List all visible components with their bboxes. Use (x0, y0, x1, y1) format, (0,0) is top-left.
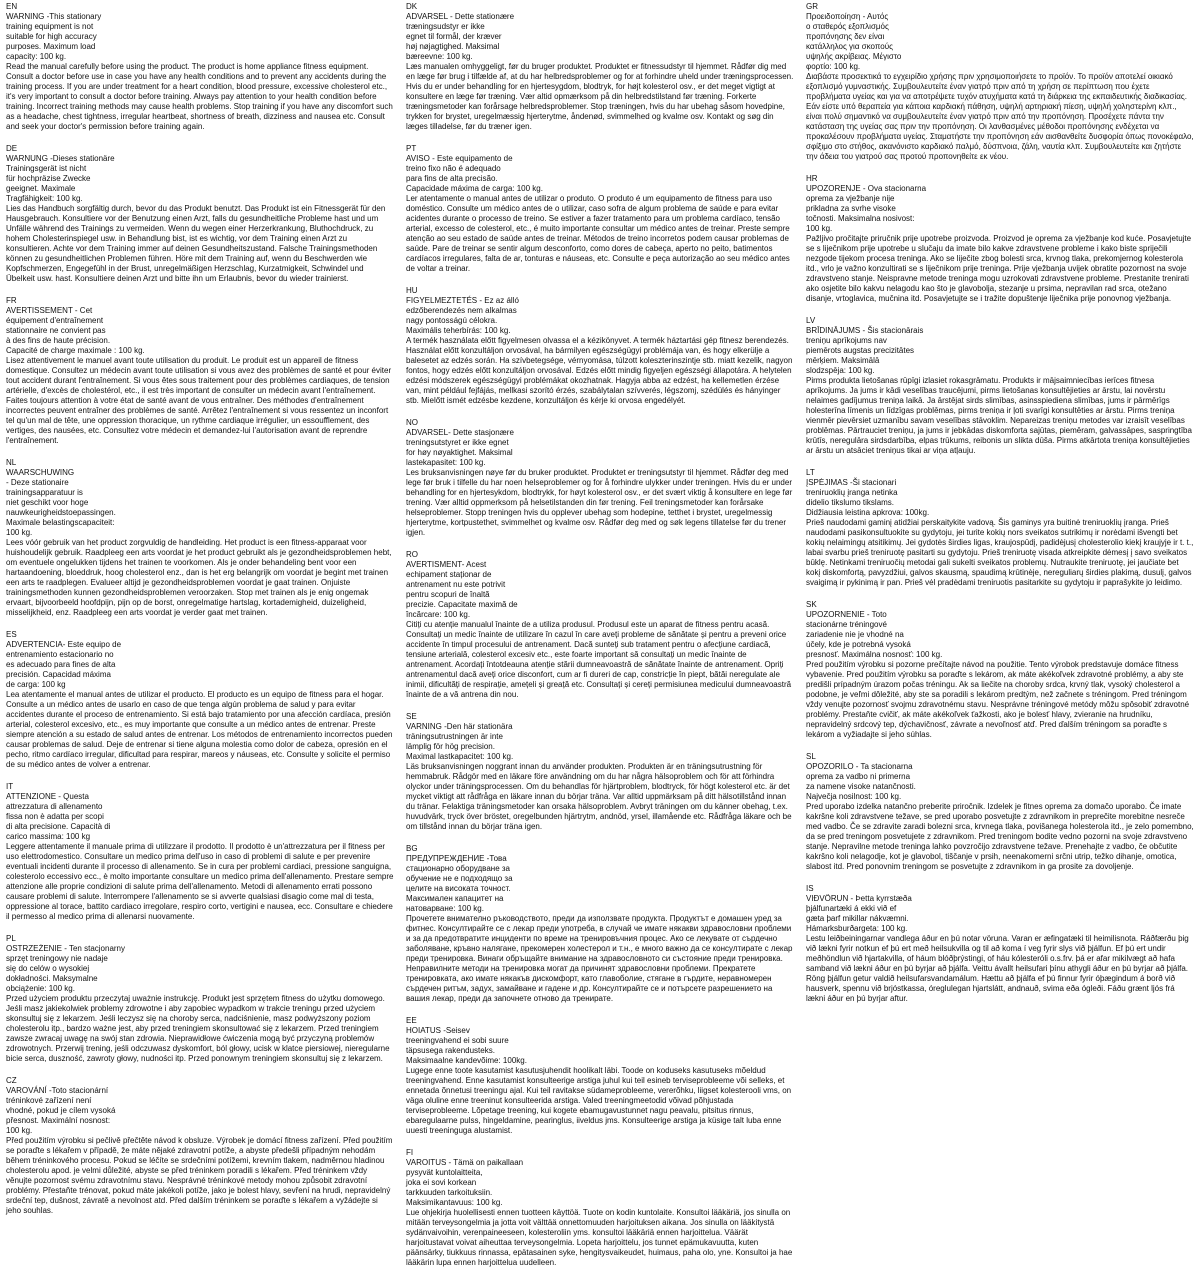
language-code: LV (806, 316, 816, 325)
warning-section-lt (806, 468, 1194, 588)
warning-body: Pred uporabo izdelka natančno preberite priročnik. Izdelek je fitnes oprema za domačo uporabo. Če imate kakršne koli zdravstvene težave, se pred uporabo posvetujte z zdravnikom in preprečite morebitne nesreče med vadbo. Če se zdravite zaradi bolezni srca, krvnega tlaka, povišanega holesterola itd., je zelo pomembno, da se pred treningom posvetujete z zdravnikom. Pred treningom bodite vedno pozorni na svoje zdravstveno stanje. Nepravilne metode treninga lahko povzročijo zdravstvene težave. Prenehajte z vadbo, če občutite kakršno koli nelagodje, kot je glavobol, tiščanje v prsih, neenakomerni srčni utrip, težko dihanje, omotica, slabost itd. Pred ponovnim treningom se posvetujte z zdravnikom in ga prosite za dovoljenje. (806, 802, 1194, 871)
warning-body: Lue ohjekirja huolellisesti ennen tuotteen käyttöä. Tuote on kodin kuntolaite. Konsultoi lääkäriä, jos sinulla on mitään terveysongelmia ja jotta voit välttää onnettomuuden harjoituksen aikana. Jos sinulla on lääkitystä sydänvaivoihin, verenpaineeseen, kolesteroliin yms. konsultoi lääkäriä ennen harjoittelua. Väärät harjoitustavat voivat aiheuttaa terveysongelmia. Lopeta harjoittelu, jos tunnet epämukavuutta, kuten päänsärky, tiukkuus rinnassa, epätasainen syke, hengitysvaikeudet, huimaus, paha olo, yne. Konsultoi ja hae lääkärin lupa ennen harjoittelua uudelleen. (406, 1208, 793, 1267)
language-code: EE (406, 1016, 417, 1025)
warning-body: Lies das Handbuch sorgfältig durch, bevor du das Produkt benutzt. Das Produkt ist ein Fitnessgerät für den Hausgebrauch. Konsultiere vor der Benutzung einen Arzt, falls du gesundheitliche Probleme hast und um Unfälle während des Trainings zu vermeiden. Wenn du wegen einer Herzerkrankung, Bluthochdruck, zu hohem Cholesterinspiegel usw. in Behandlung bist, ist es wichtig, vor dem Training einen Arzt zu konsultieren. Achte vor dem Training immer auf deinen Gesundheitszustand. Falsche Trainingsmethoden können zu gesundheitlichen Problemen führen. Höre mit dem Training auf, wenn du Beschwerden wie Kopfschmerzen, Engegefühl in der Brust, unregelmäßigen Herzschlag, Kurzatmigkeit, Schwindel und Übelkeit usw. hast. Konsultiere deinen Arzt und bitte ihn um Erlaubnis, bevor du wieder trainierst. (6, 204, 386, 283)
language-code: HU (406, 286, 418, 295)
warning-section-cz (6, 1076, 394, 1216)
language-code: SL (806, 752, 816, 761)
language-code: SK (806, 600, 817, 609)
language-code: NL (6, 458, 17, 467)
warning-section-es (6, 630, 394, 770)
warning-section-sl (806, 752, 1194, 872)
warning-body: Les bruksanvisningen nøye før du bruker produktet. Produktet er treningsutstyr til hjemmet. Rådfør deg med lege før bruk i tilfelle du har noen helseproblemer og for å forhindre ulykker under treningen. Hvis du er under behandling for en hjertesykdom, blodtrykk, for høyt kolesterol osv., er det svært viktig å konsultere en lege før trening. Vær alltid oppmerksom på helsetilstanden din før trening. Feil treningsmetoder kan forårsake helseproblemer. Stopp treningen hvis du opplever ubehag som hodepine, tetthet i brystet, uregelmessig hjerterytme, kortpustethet, svimmelhet og kvalme osv. Rådfør deg med og søk legens tillatelse før du trener igjen. (406, 468, 793, 537)
language-code: EN (6, 2, 18, 11)
warning-section-bg (406, 844, 794, 1004)
warning-heading: VARNING -Den här stationära träningsutrustningen är inte lämplig för hög precision. Maximal lastkapacitet: 100 kg. (406, 722, 514, 761)
language-code: RO (406, 550, 418, 559)
warning-section-gr (806, 2, 1194, 162)
warning-section-fi (406, 1148, 794, 1268)
column-1 (6, 2, 394, 1215)
language-code: FI (406, 1148, 414, 1157)
warning-body: Läs bruksanvisningen noggrant innan du använder produkten. Produkten är en träningsutrustning för hemmabruk. Rådgör med en läkare före användning om du har några hälsoproblem och för att förhindra olyckor under träningsprocessen. Om du behandlas för hjärtproblem, blodtryck, för högt kolesterol etc. är det mycket viktigt att rådfråga en läkare innan du börjar träna. Var alltid uppmärksam på ditt hälsotillstånd innan du tränar. Felaktiga träningsmetoder kan orsaka hälsoproblem. Avbryt träningen om du känner obehag, t.ex. huvudvärk, tryck över bröstet, oregelbunden hjärtrytm, andnöd, yrsel, illamående etc. Rådfråga läkare och be om tillstånd innan du börjar träna igen. (406, 762, 792, 831)
warning-section-is (806, 884, 1194, 1004)
warning-body: Læs manualen omhyggeligt, før du bruger produktet. Produktet er fitnessudstyr til hjemmet. Rådfør dig med en læge før brug i tilfælde af, at du har helbredsproblemer og for at forhindre uheld under træningsprocessen. Hvis du er under behandling for en hjertesygdom, blodtryk, for højt kolesterol osv., er det meget vigtigt at konsultere en læge før træning. Vær altid opmærksom på din helbredstilstand før træning. Forkerte træningsmetoder kan forårsage helbredsproblemer. Stop træningen, hvis du har ubehag såsom hovedpine, trykken for brystet, uregelmæssig hjerterytme, åndenød, svimmelhed og kvalme osv. Kontakt og søg din læges tilladelse, før du træner igen. (406, 62, 794, 131)
language-code: FR (6, 296, 17, 305)
warning-heading: OPOZORILO - Ta stacionarna oprema za vadbo ni primerna za namene visoke natančnosti. Največja nosilnost: 100 kg. (806, 762, 916, 801)
warning-body: A termék használata előtt figyelmesen olvassa el a kézikönyvet. A termék háztartási gép fitnesz berendezés. Használat előtt konzultáljon orvosával, ha bármilyen egészségügyi problémája van, és hogy elkerülje a balesetet az edzés során. Ha szívbetegsége, vérnyomása, túlzott koleszterinszintje stb. miatt kezelik, nagyon fontos, hogy edzés előtt konzultáljon orvosával. Edzés előtt mindig figyeljen egészségi állapotára. A helytelen edzési módszerek egészségügyi problémákat okozhatnak. Hagyja abba az edzést, ha kellemetlen érzése van, mint például fejfájás, mellkasi szorító érzés, szabálytalan szívverés, légszomj, szédülés és hányinger stb. Mielőtt ismét edzésbe kezdene, konzultáljon és kérje ki orvosa engedélyét. (406, 336, 793, 405)
warning-heading: AVISO - Este equipamento de treino fixo não é adequado para fins de alta precisão. Capacidade máxima de carga: 100 kg. (406, 154, 543, 193)
language-code: SE (406, 712, 417, 721)
warning-heading: ATTENZIONE - Questa attrezzatura di allenamento fissa non è adatta per scopi di alta precisione. Capacità di carico massima: 100 kg (6, 792, 111, 841)
warning-section-hr (806, 174, 1194, 304)
language-code: PT (406, 144, 417, 153)
warning-section-ee (406, 1016, 794, 1136)
warning-heading: VIÐVÖRUN - Þetta kyrrstæða þjálfunartæki á ekki við ef gæta þarf mikillar nákvæmni. Hámarksburðargeta: 100 kg. (806, 894, 912, 933)
warning-heading: ПРЕДУПРЕЖДЕНИЕ -Това стационарно оборудване за обучение не е подходящо за целите на високата точност. Максимален капацитет на натоварване: 100 kg. (406, 854, 513, 913)
language-code: DE (6, 144, 18, 153)
warning-body: Před použitím výrobku si pečlivě přečtěte návod k obsluze. Výrobek je domácí fitness zařízení. Před použitím se poraďte s lékařem v případě, že máte nějaké zdravotní potíže, a abyste předešli případným nehodám během tréninkového procesu. Pokud se léčíte se srdečními potížemi, krevním tlakem, nadměrnou hladinou cholesterolu apod. je velmi důležité, abyste se před tréninkem poradili s lékařem. Před tréninkem vždy věnujte pozornost svému zdravotnímu stavu. Nesprávné tréninkové metody mohou způsobit zdravotní problémy. Přestaňte trénovat, pokud máte jakékoli potíže, jako je bolest hlavy, sevření na hrudi, nepravidelný srdeční tep, dušnost, závratě a nevolnost atd. Před dalším tréninkem se poraďte s lékařem a vyžádejte si jeho souhlas. (6, 1136, 393, 1215)
warning-body: Leggere attentamente il manuale prima di utilizzare il prodotto. Il prodotto è un'attrezzatura per il fitness per uso elettrodomestico. Consultare un medico prima dell'uso in caso di problemi di salute e per prevenire eventuali incidenti durante il processo di allenamento. Se in cura per problemi cardiaci, pressione sanguigna, colesterolo eccessivo ecc., è molto importante consultare un medico prima dell'allenamento. Prestare sempre attenzione alle proprie condizioni di salute prima dell'allenamento. Metodi di allenamento errati possono causare problemi di salute. Interrompere l'allenamento se si avverte qualsiasi disagio come mal di testa, oppressione al torace, battito cardiaco irregolare, respiro corto, vertigini e nausea, ecc. Consultare e chiedere il permesso al medico prima di allenarsi nuovamente. (6, 842, 394, 921)
warning-heading: ADVARSEL - Dette stationære træningsudstyr er ikke egnet til formål, der kræver høj nøjagtighed. Maksimal bæreevne: 100 kg. (406, 12, 515, 61)
warning-body: Ler atentamente o manual antes de utilizar o produto. O produto é um equipamento de fitness para uso doméstico. Consulte um médico antes de o utilizar, caso sofra de algum problema de saúde e para evitar acidentes durante o processo de treino. Se estiver a fazer tratamento para um problema cardíaco, tensão arterial, excesso de colesterol, etc., é muito importante consultar um médico antes de treinar. Preste sempre atenção ao seu estado de saúde antes de treinar. Métodos de treino incorretos podem causar problemas de saúde. Pare de treinar se sentir algum desconforto, como dores de cabeça, aperto no peito, batimentos cardíacos irregulares, falta de ar, tonturas e náuseas, etc. Consulte e peça autorização ao seu médico antes de voltar a treinar. (406, 194, 790, 273)
warning-section-se (406, 712, 794, 832)
warning-heading: AVERTISMENT- Acest echipament staționar de antrenament nu este potrivit pentru scopuri de înaltă precizie. Capacitate maximă de încărcare: 100 kg. (406, 560, 518, 619)
warning-heading: ADVERTENCIA- Este equipo de entrenamiento estacionario no es adecuado para fines de alta precisión. Capacidad máxima de carga: 100 kg (6, 640, 122, 689)
warning-heading: AVERTISSEMENT - Cet équipement d'entraînement stationnaire ne convient pas à des fins de haute précision. Capacité de charge maximale : 100 kg. (6, 306, 145, 355)
warning-heading: FIGYELMEZTETÉS - Ez az álló edzőberendezés nem alkalmas nagy pontosságú célokra. Maximális teherbírás: 100 kg. (406, 296, 519, 335)
warning-body: Pred použitím výrobku si pozorne prečítajte návod na použitie. Tento výrobok predstavuje domáce fitness vybavenie. Pred použitím výrobku sa poraďte s lekárom, ak máte akékoľvek zdravotné problémy, a aby ste predišli prípadným úrazom počas tréningu. Ak sa liečite na choroby srdca, krvný tlak, vysoký cholesterol a podobne, je veľmi dôležité, aby ste sa poradili s lekárom predtým, než začnete s tréningom. Pred tréningom vždy venujte pozornosť svojmu zdravotnému stavu. Nesprávne tréningové metódy môžu spôsobiť zdravotné problémy. Prestaňte cvičiť, ak máte akékoľvek ťažkosti, ako je bolesť hlavy, zvieranie na hrudníku, nepravidelný srdcový tep, dýchavičnosť, závrate a nevoľnosť atď. Pred ďalším tréningom sa poraďte s lekárom a vyžiadajte si jeho súhlas. (806, 660, 1190, 739)
warning-body: Read the manual carefully before using the product. The product is home appliance fitness equipment. Consult a doctor before use in case you have any health conditions and to prevent any accidents during the training process. If you are under treatment for a heart condition, blood pressure, excessive cholesterol etc., it's very important to consult a doctor before training. Always pay attention to your health condition before training. Incorrect training methods may cause health problems. Stop training if you have any discomfort such as a headache, chest tightness, irregular heartbeat, shortness of breath, dizziness and nausea etc. Consult and seek your doctor's permission before training again. (6, 62, 393, 131)
warning-section-fr (6, 296, 394, 446)
column-2 (406, 2, 794, 1267)
warning-heading: UPOZORNENIE - Toto stacionárne tréningové zariadenie nie je vhodné na účely, kde je potrebná vysoká presnosť. Maximálna nosnosť: 100 kg. (806, 610, 943, 659)
warning-section-de (6, 144, 394, 284)
warning-heading: WARNING -This stationary training equipment is not suitable for high accuracy purposes. Maximum load capacity: 100 kg. (6, 12, 102, 61)
language-code: ES (6, 630, 17, 639)
warning-body: Przed użyciem produktu przeczytaj uważnie instrukcję. Produkt jest sprzętem fitness do użytku domowego. Jeśli masz jakiekolwiek problemy zdrowotne i aby zapobiec wypadkom w trakcie treningu przed użyciem skonsultuj się z lekarzem. Jeśli leczysz się na choroby serca, nadciśnienie, masz podwyższony poziom cholesterolu itp., bardzo ważne jest, aby przed treningiem skonsultować się z lekarzem. Przed treningiem zawsze zwracaj uwagę na swój stan zdrowia. Nieprawidłowe ćwiczenia mogą być przyczyną problemów zdrowotnych. Przerwij trening, jeśli odczuwasz dyskomfort, ból głowy, ucisk w klatce piersiowej, nieregularne bicie serca, duszność, zawroty głowy, nudności itp. Przed ponownym treningiem skonsultuj się z lekarzem. (6, 994, 390, 1063)
language-code: HR (806, 174, 818, 183)
warning-section-it (6, 782, 394, 922)
warning-body: Pažljivo pročitajte priručnik prije upotrebe proizvoda. Proizvod je oprema za vježbanje kod kuće. Posavjetujte se s liječnikom prije upotrebe u slučaju da imate bilo kakve zdravstvene probleme i kako biste spriječili nezgode tijekom procesa treninga. Ako se liječite zbog bolesti srca, krvnog tlaka, prekomjernog kolesterola itd., vrlo je važno konzultirati se s liječnikom prije treninga. Prije vježbanja uvijek obratite pozornost na svoje zdravstveno stanje. Neispravne metode treninga mogu uzrokovati zdravstvene probleme. Prestanite trenirati ako osjetite bilo kakvu nelagodu kao što je glavobolja, stezanje u prsima, nepravilan rad srca, otežano disanje, vrtoglavica, mučnina itd. Posavjetujte se i tražite dopuštenje liječnika prije ponovnog vježbanja. (806, 234, 1192, 303)
warning-body: Pirms produkta lietošanas rūpīgi izlasiet rokasgrāmatu. Produkts ir mājsaimniecības ierīces fitnesa aprīkojums. Ja jums ir kādi veselības traucējumi, pirms lietošanas konsultējieties ar ārstu, lai novērstu nelaimes gadījumus treniņa laikā. Ja ārstējat sirds slimības, asinsspiediena slimības, jums ir pārmērīgs holesterīna līmenis un līdzīgas problēmas, pirms treniņa ir ļoti svarīgi konsultēties ar ārstu. Pirms treniņa vienmēr pievērsiet uzmanību savam veselības stāvoklim. Nepareizas treniņu metodes var izraisīt veselības problēmas. Pārtrauciet treniņu, ja jums ir jebkādas diskomforta sajūtas, piemēram, galvassāpes, saspringtība krūtīs, neregulāra sirdsdarbība, elpas trūkums, reibonis un slikta dūša. Pirms atkārtota treniņa konsultējieties ar ārstu un atsāciet treniņus tikai ar viņa atļauju. (806, 376, 1192, 455)
warning-section-hu (406, 286, 794, 406)
warning-section-pt (406, 144, 794, 274)
warning-body: Prieš naudodami gaminį atidžiai perskaitykite vadovą. Šis gaminys yra buitinė treniruoklių įranga. Prieš naudodami pasikonsultuokite su gydytoju, jei turite kokių nors sveikatos sutrikimų ir norėdami išvengti bet kokių nelaimingų atsitikimų. Jei gydotės širdies ligas, kraujospūdį, padidėjusį cholesterolio kiekį kraujyje ir t. t., labai svarbu prieš treniruotę pasitarti su gydytoju. Prieš treniruotę visada atkreipkite dėmesį į savo sveikatos būklę. Netinkami treniruočių metodai gali sukelti sveikatos problemų. Nutraukite treniruotę, jei jaučiate bet kokį diskomfortą, pavyzdžiui, galvos skausmą, spaudimą krūtinėje, nereguliarų širdies plakimą, dusulį, galvos svaigimą ir pykinimą ir pan. Prieš vėl pradėdami treniruotis pasitarkite su gydytoju ir paprašykite jo leidimo. (806, 518, 1194, 587)
warning-body: Lea atentamente el manual antes de utilizar el producto. El producto es un equipo de fitness para el hogar. Consulte a un médico antes de usarlo en caso de que tenga algún problema de salud y para evitar accidentes durante el proceso de entrenamiento. Si está bajo tratamiento por una afección cardíaca, presión arterial, colesterol excesivo, etc., es muy importante que consulte a un médico antes de entrenar. Preste siempre atención a su estado de salud antes de entrenar. Los métodos de entrenamiento incorrectos pueden causar problemas de salud. Deje de entrenar si tiene alguna molestia como dolor de cabeza, opresión en el pecho, ritmo cardíaco irregular, dificultad para respirar, mareos y náuseas, etc. Consulte y solicite el permiso de su médico antes de volver a entrenar. (6, 690, 393, 769)
warning-heading: UPOZORENJE - Ova stacionarna oprema za vježbanje nije prikladna za svrhe visoke točnosti. Maksimalna nosivost: 100 kg. (806, 184, 927, 233)
warning-section-no (406, 418, 794, 538)
language-code: CZ (6, 1076, 17, 1085)
warning-heading: WAARSCHUWING - Deze stationaire trainingsapparatuur is niet geschikt voor hoge nauwkeurigheidstoepassingen. Maximale belastingscapaciteit: 100 kg. (6, 468, 116, 537)
warning-section-lv (806, 316, 1194, 456)
warning-body: Lugege enne toote kasutamist kasutusjuhendit hoolikalt läbi. Toode on koduseks kasutuseks mõeldud treeningvahend. Enne kasutamist konsulteerige arstiga juhul kui teil esineb terviseprobleeme või selleks, et ennetada õnnetusi treeningu ajal. Kui teil ravitakse südameprobleeme, vererõhku, liigset kolesterooli vms, on väga oluline enne treeninut konsulteerida arstiga. Valed treeningmeetodid võivad põhjustada terviseprobleeme. Lõpetage treening, kui kogete ebamugavustunnet nagu peavalu, pitsitus rinnus, ebaregulaarne pulss, hingeldamine, pearinglus, iiveldus jms. Konsulteerige arstiga ja küsige talt luba enne uuesti treeninguga alustamist. (406, 1066, 792, 1135)
warning-heading: BRĪDINĀJUMS - Šis stacionārais treniņu aprīkojums nav piemērots augstas precizitātes mērķiem. Maksimālā slodzspēja: 100 kg. (806, 326, 924, 375)
warning-body: Lestu leiðbeiningarnar vandlega áður en þú notar vöruna. Varan er æfingatæki til heimilisnota. Ráðfærðu þig við lækni fyrir notkun ef þú ert með heilsukvilla og til að koma í veg fyrir slys við þjálfun. Ef þú ert undir meðhöndlun við hjartakvilla, of háum blóðþrýstingi, of háu kólesteróli o.s.frv. þá er afar mikilvægt að hafa samband við lækni áður en þú byrjar að þjálfa. Veittu ávallt heilsufari þínu athygli áður en þú byrjar að þjálfa. Röng þjálfun getur valdið heilsufarsvandamálum. Hættu að þjálfa ef þú finnur fyrir óþægindum á borð við hausverk, spennu við brjóstkassa, óreglulegan hjartslátt, andnauð, svima eða ógleði. Fáðu grænt ljós frá lækni áður en þú byrjar aftur. (806, 934, 1189, 1003)
warning-heading: WARNUNG -Dieses stationäre Trainingsgerät ist nicht für hochpräzise Zwecke geeignet. Maximale Tragfähigkeit: 100 kg. (6, 154, 115, 203)
warning-heading: VAROITUS - Tämä on paikallaan pysyvät kuntolaitteita, joka ei sovi korkean tarkkuuden tarkoituksiin. Maksimikantavuus: 100 kg. (406, 1158, 524, 1207)
language-code: BG (406, 844, 418, 853)
warning-heading: VAROVÁNÍ -Toto stacionární tréninkové zařízení není vhodné, pokud je cílem vysoká přesnost. Maximální nosnost: 100 kg. (6, 1086, 116, 1135)
warning-section-dk (406, 2, 794, 132)
warning-body: Lisez attentivement le manuel avant toute utilisation du produit. Le produit est un appareil de fitness domestique. Consultez un médecin avant toute utilisation si vous avez des problèmes de santé et pour éviter tout accident durant l'entraînement. Si vous êtes sous traitement pour des problèmes cardiaques, de tension artérielle, d'excès de cholestérol, etc., il est très important de consulter un médecin avant l'entraînement. Faites toujours attention à votre état de santé avant de vous entraîner. Des méthodes d'entraînement incorrectes peuvent entraîner des problèmes de santé. Arrêtez l'entraînement si vous ressentez un inconfort tel qu'un mal de tête, une oppression thoracique, un rythme cardiaque irrégulier, un essoufflement, des vertiges, des nausées, etc. Consultez votre médecin et demandez-lui l'autorisation avant de reprendre l'entraînement. (6, 356, 392, 445)
language-code: PL (6, 934, 16, 943)
warning-section-ro (406, 550, 794, 700)
warning-section-en (6, 2, 394, 132)
column-3 (806, 2, 1194, 1181)
language-code: NO (406, 418, 418, 427)
language-code: GR (806, 2, 818, 11)
language-code: LT (806, 468, 815, 477)
warning-body: Прочетете внимателно ръководството, преди да използвате продукта. Продуктът е домашен уред за фитнес. Консултирайте се с лекар преди употреба, в случай че имате някакви здравословни проблеми и за да предотвратите инциденти по време на тренировъчния процес. Ако се лекувате от сърдечно заболяване, кръвно налягане, прекомерен холестерол и т.н., е много важно да се консултирате с лекар преди тренировка. Винаги обръщайте внимание на здравословното си състояние преди тренировка. Неправилните методи на тренировка могат да причинят здравословни проблеми. Прекратете тренировката, ако имате някакъв дискомфорт, като главоболие, стягане в гърдите, неравномерен сърдечен ритъм, задух, замайване и гадене и др. Консултирайте се и потърсете разрешението на вашия лекар, преди да започнете отново да тренирате. (406, 914, 793, 1003)
warning-section-nl (6, 458, 394, 618)
warning-heading: Προειδοποίηση - Αυτός ο σταθερός εξοπλισμός προπόνησης δεν είναι κατάλληλος για σκοπούς υψηλής ακρίβειας. Μέγιστο φορτίο: 100 kg. (806, 12, 902, 71)
warning-heading: HOIATUS -Seisev treeningvahend ei sobi suure täpsusega rakendusteks. Maksimaalne kandevõime: 100kg. (406, 1026, 527, 1065)
language-code: DK (406, 2, 418, 11)
language-code: IT (6, 782, 14, 791)
language-code: IS (806, 884, 814, 893)
warning-body: Lees vóór gebruik van het product zorgvuldig de handleiding. Het product is een fitness-apparaat voor huishoudelijk gebruik. Raadpleeg een arts voordat je het product gebruikt als je gezondheidsproblemen hebt, om eventuele ongelukken tijdens het trainen te voorkomen. Als je onder behandeling bent voor een hartaandoening, bloeddruk, hoog cholesterol enz., dan is het erg belangrijk om voordat je begint met trainen een arts te raadplegen. Evalueer altijd je gezondheidsproblemen voordat je gaat trainen. Onjuiste trainingsmethoden kunnen gezondheidsproblemen veroorzaken. Stop met trainen als je enig ongemak ervaart, bijvoorbeeld hoofdpijn, pijn op de borst, onregelmatige hartslag, kortademigheid, duizeligheid, misselijkheid, enz. Raadpleeg een arts voordat je verder gaat met trainen. (6, 538, 392, 617)
warning-heading: OSTRZEŻENIE - Ten stacjonarny sprzęt treningowy nie nadaje się do celów o wysokiej dokładności. Maksymalne obciążenie: 100 kg. (6, 944, 125, 993)
warning-heading: ĮSPĖJIMAS -Ši stacionari treniruoklių įranga netinka didelio tikslumo tikslams. Didžiausia leistina apkrova: 100kg. (806, 478, 930, 517)
warning-body: Citiți cu atenție manualul înainte de a utiliza produsul. Produsul este un aparat de fitness pentru acasă. Consultați un medic înainte de utilizare în cazul în care aveți probleme de sănătate și pentru a preveni orice accidente în timpul procesului de antrenament. Dacă sunteți sub tratament pentru o afecțiune cardiacă, tensiune arterială, colesterol excesiv etc., este foarte important să consultați un medic înainte de antrenament. Acordați întotdeauna atenție stării dumneavoastră de sănătate înainte de antrenament. Opriți antrenamentul dacă aveți orice disconfort, cum ar fi dureri de cap, constricție în piept, bătăi neregulate ale inimii, dificultăți de respirație, amețeli și greață etc. Consultați și cereți permisiunea medicului dumneavoastră înainte de a vă antrena din nou. (406, 620, 792, 699)
warning-section-sk (806, 600, 1194, 740)
warning-section-pl (6, 934, 394, 1064)
warning-body: Διαβάστε προσεκτικά το εγχειρίδιο χρήσης πριν χρησιμοποιήσετε το προϊόν. Το προϊόν αποτελεί οικιακό εξοπλισμό γυμναστικής. Συμβουλευτείτε έναν γιατρό πριν από τη χρήση σε περίπτωση που έχετε προβλήματα υγείας και για να αποτρέψετε τυχόν ατυχήματα κατά τη διάρκεια της εκπαιδευτικής διαδικασίας. Εάν είστε υπό θεραπεία για κάποια καρδιακή πάθηση, υψηλή αρτηριακή πίεση, υψηλή χοληστερίνη κλπ., είναι πολύ σημαντικό να συμβουλευτείτε έναν γιατρό πριν από την προπόνηση. Προσέχετε πάντα την κατάσταση της υγείας σας πριν την προπόνηση. Οι λανθασμένες μέθοδοι προπόνησης ενδέχεται να προκαλέσουν προβλήματα υγείας. Σταματήστε την προπόνηση εάν αισθανθείτε δυσφορία όπως πονοκέφαλο, σφίξιμο στο στήθος, ακανόνιστο καρδιακό παλμό, δύσπνοια, ζάλη, ναυτία κλπ. Συμβουλευτείτε και ζητήστε την άδεια του γιατρού σας προτού προπονηθείτε εκ νέου. (806, 72, 1194, 161)
warning-heading: ADVARSEL- Dette stasjonære treningsutstyret er ikke egnet for høy nøyaktighet. Maksimal lastekapasitet: 100 kg. (406, 428, 514, 467)
